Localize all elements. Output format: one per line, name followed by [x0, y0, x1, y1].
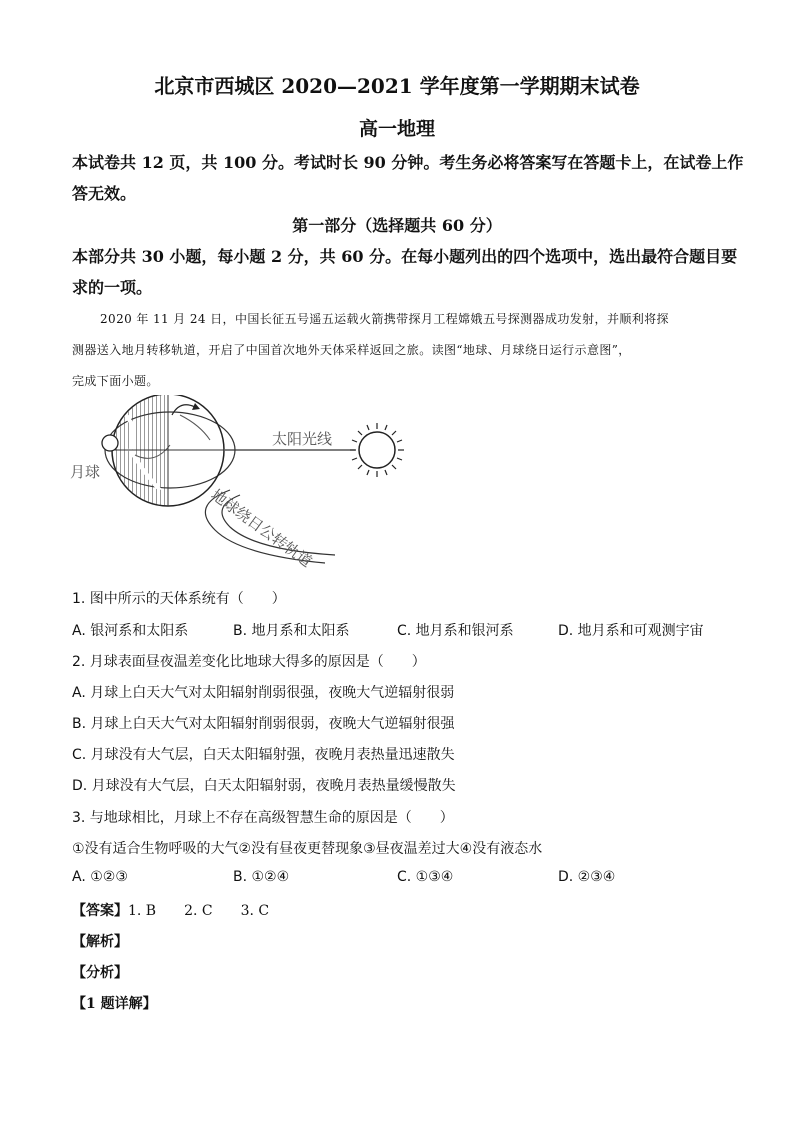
question-1-option-d: D. 地月系和可观测宇宙 [558, 623, 704, 639]
sun [350, 423, 404, 477]
question-3-statements: ①没有适合生物呼吸的大气②没有昼夜更替现象③昼夜温差过大④没有液态水 [72, 841, 543, 857]
part-heading: 第一部分（选择题共 60 分） [292, 216, 502, 235]
question-1-option-b: B. 地月系和太阳系 [233, 623, 350, 639]
answer-label: 【答案】 [72, 903, 128, 919]
passage-line-2: 测器送入地月转移轨道，开启了中国首次地外天体采样返回之旅。读图“地球、月球绕日运行示意图”， [72, 343, 631, 357]
analysis-label: 【解析】 [72, 934, 128, 950]
part-instruction-1: 本部分共 30 小题，每小题 2 分，共 60 分。在每小题列出的四个选项中，选出最符合题目要 [72, 247, 738, 266]
intro-line-1: 本试卷共 12 页，共 100 分。考试时长 90 分钟。考生务必将答案写在答题卡上，在试卷上作 [72, 153, 744, 172]
exam-title: 北京市西城区 2020—2021 学年度第一学期期末试卷 [154, 74, 640, 98]
exam-subject: 高一地理 [358, 118, 435, 140]
fenxi-label: 【分析】 [72, 965, 128, 981]
question-2-option-a: A. 月球上白天大气对太阳辐射削弱很强，夜晚大气逆辐射很弱 [72, 685, 455, 701]
moon [102, 435, 118, 451]
detail-label: 【1 题详解】 [72, 996, 157, 1012]
earth-moon-orbit-figure [60, 395, 420, 580]
question-3-option-d: D. ②③④ [558, 869, 616, 885]
question-3-option-c: C. ①③④ [397, 869, 454, 885]
question-1-option-a: A. 银河系和太阳系 [72, 623, 189, 639]
question-3-option-a: A. ①②③ [72, 869, 128, 885]
moon-label: 月球 [70, 463, 101, 481]
passage-line-3: 完成下面小题。 [72, 374, 159, 388]
question-2-option-c: C. 月球没有大气层，白天太阳辐射强，夜晚月表热量迅速散失 [72, 747, 455, 763]
earth-orbit-label: 地球绕日公转轨道 [207, 485, 316, 571]
sunlight-label: 太阳光线 [272, 430, 333, 448]
part-instruction-2: 求的一项。 [72, 278, 153, 297]
intro-line-2: 答无效。 [72, 184, 137, 203]
question-1-option-c: C. 地月系和银河系 [397, 623, 514, 639]
question-1-stem: 1. 图中所示的天体系统有（ ） [72, 591, 286, 607]
question-2-stem: 2. 月球表面昼夜温差变化比地球大得多的原因是（ ） [72, 654, 426, 670]
question-2-option-b: B. 月球上白天大气对太阳辐射削弱很弱，夜晚大气逆辐射很强 [72, 716, 455, 732]
passage-line-1: 2020 年 11 月 24 日，中国长征五号遥五运载火箭携带探月工程嫦娥五号探测器成功发射，并顺利将探 [100, 312, 669, 326]
question-3-stem: 3. 与地球相比，月球上不存在高级智慧生命的原因是（ ） [72, 810, 454, 826]
question-3-option-b: B. ①②④ [233, 869, 290, 885]
answer-values: 1. B 2. C 3. C [128, 903, 270, 919]
question-2-option-d: D. 月球没有大气层，白天太阳辐射弱，夜晚月表热量缓慢散失 [72, 778, 456, 794]
answer-line [72, 900, 269, 920]
